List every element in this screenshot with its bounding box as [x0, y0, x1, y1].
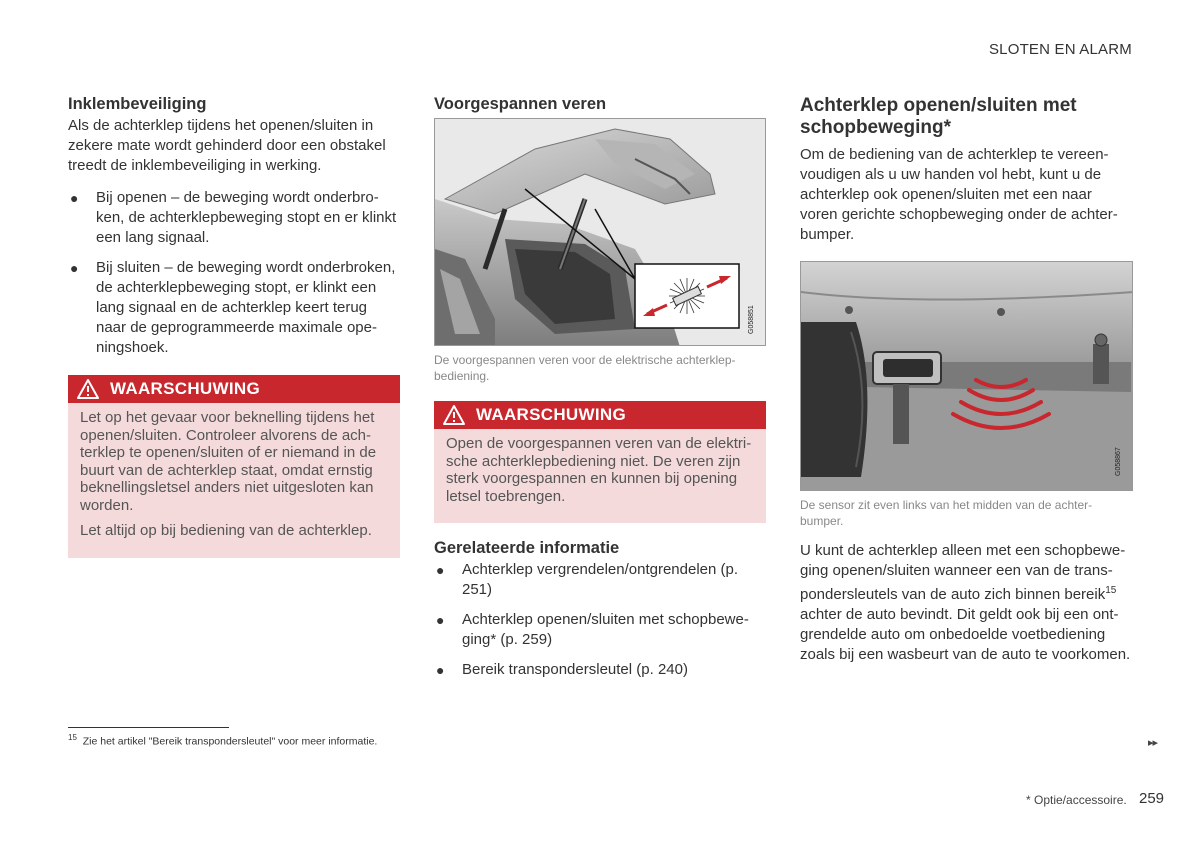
footnote-text: Zie het artikel "Bereik transpondersleutel" voor meer informatie. — [82, 735, 378, 748]
related-link[interactable] — [434, 610, 766, 650]
figure-code: G058851 — [748, 305, 755, 334]
bullet-dot-icon: ● — [70, 260, 79, 276]
figure-caption: De voorgespannen veren voor de elektrische achterklep-bediening. — [434, 353, 736, 383]
related-link-text: Achterklep openen/sluiten met schopbewe-ging* (p. 259) — [462, 611, 749, 648]
warning-text: Let op het gevaar voor beknelling tijdens het openen/sluiten. Controleer alvorens de ach-terklep te openen/sluiten of er niemand in de buurt van de achterklep staat, omdat ernstig beknellingsletsel anders niet uitgesloten kan worden. — [80, 409, 377, 514]
warning-box — [434, 401, 766, 523]
intro-paragraph: Als de achterklep tijdens het openen/sluiten in zekere mate wordt gehinderd door een obstakel treedt de inklembeveiliging in werking. — [68, 117, 386, 174]
bullet-dot-icon: ● — [436, 662, 445, 678]
footnote-ref[interactable]: 15 — [1105, 585, 1117, 596]
warning-text: Let altijd op bij bediening van de achterklep. — [80, 522, 372, 539]
related-link[interactable] — [434, 660, 766, 680]
bullet-list — [68, 188, 400, 358]
warning-header — [68, 375, 400, 403]
related-link[interactable] — [434, 560, 766, 600]
option-note: * Optie/accessoire. — [1026, 793, 1127, 807]
footnote — [68, 733, 377, 748]
warning-body — [68, 403, 400, 558]
footnote-number: 15 — [68, 733, 77, 742]
warning-body — [434, 429, 766, 523]
figure-caption: De sensor zit even links van het midden van de achter-bumper. — [800, 498, 1093, 528]
body-text-part1: U kunt de achterklep alleen met een schopbewe-ging openen/sluiten wanneer een van de trans-pondersleutels van de auto zich binnen bereik — [800, 542, 1126, 603]
body-text-part2: achter de auto bevindt. Dit geldt ook bij een ont-grendelde auto om onbedoelde voetbediening zoals bij een wasbeurt van de auto te voorkomen. — [800, 606, 1131, 663]
heading-kick-sensor: Achterklep openen/sluiten met schopbeweging* — [800, 95, 1077, 138]
warning-box — [68, 375, 400, 558]
related-link-text: Bereik transpondersleutel (p. 240) — [462, 661, 688, 678]
body-paragraph — [800, 541, 1133, 665]
bumper-sensor-illustration — [800, 261, 1133, 491]
rear-bumper-drawing — [801, 262, 1133, 491]
warning-triangle-icon — [442, 404, 466, 426]
tailgate-spring-drawing — [435, 119, 766, 346]
heading-inklembeveiliging: Inklembeveiliging — [68, 95, 207, 113]
spring-illustration — [434, 118, 766, 346]
warning-triangle-icon — [76, 378, 100, 400]
list-item — [68, 258, 400, 358]
intro-paragraph: Om de bediening van de achterklep te vereen-voudigen als u uw handen vol hebt, kunt u de achterklep ook openen/sluiten met een naar voren gerichte schopbeweging onder de achter-bumper. — [800, 146, 1118, 243]
warning-title: WAARSCHUWING — [476, 405, 626, 424]
column-left — [68, 95, 400, 558]
list-item-text: Bij sluiten – de beweging wordt onderbroken, de achterklepbeweging stopt, er klinkt een lang signaal en de achterklep keert terug naar de geprogrammeerde maximale ope-ningshoek. — [96, 259, 396, 356]
heading-related-info: Gerelateerde informatie — [434, 539, 620, 557]
section-header: SLOTEN EN ALARM — [988, 41, 1132, 58]
bullet-dot-icon: ● — [70, 190, 79, 206]
bullet-dot-icon: ● — [436, 612, 445, 628]
warning-header — [434, 401, 766, 429]
list-item — [68, 188, 400, 248]
warning-text: Open de voorgespannen veren van de elektri-sche achterklepbediening niet. De veren zijn sterk voorgespannen en kunnen bij opening letsel toebrengen. — [446, 435, 752, 505]
page-number: 259 — [1139, 790, 1165, 807]
footnote-divider — [68, 727, 229, 728]
heading-voorgespannen-veren: Voorgespannen veren — [434, 95, 607, 113]
related-links-list — [434, 560, 766, 680]
warning-title: WAARSCHUWING — [110, 379, 260, 398]
column-middle — [434, 95, 766, 690]
list-item-text: Bij openen – de beweging wordt onderbro-ken, de achterklepbeweging stopt en er klinkt een lang signaal. — [96, 189, 397, 246]
column-right — [800, 95, 1133, 665]
figure-code: G058867 — [1115, 447, 1122, 476]
related-link-text: Achterklep vergrendelen/ontgrendelen (p. 251) — [462, 561, 739, 598]
next-page-arrows-icon: ▸▸ — [1148, 737, 1158, 749]
bullet-dot-icon: ● — [436, 562, 445, 578]
